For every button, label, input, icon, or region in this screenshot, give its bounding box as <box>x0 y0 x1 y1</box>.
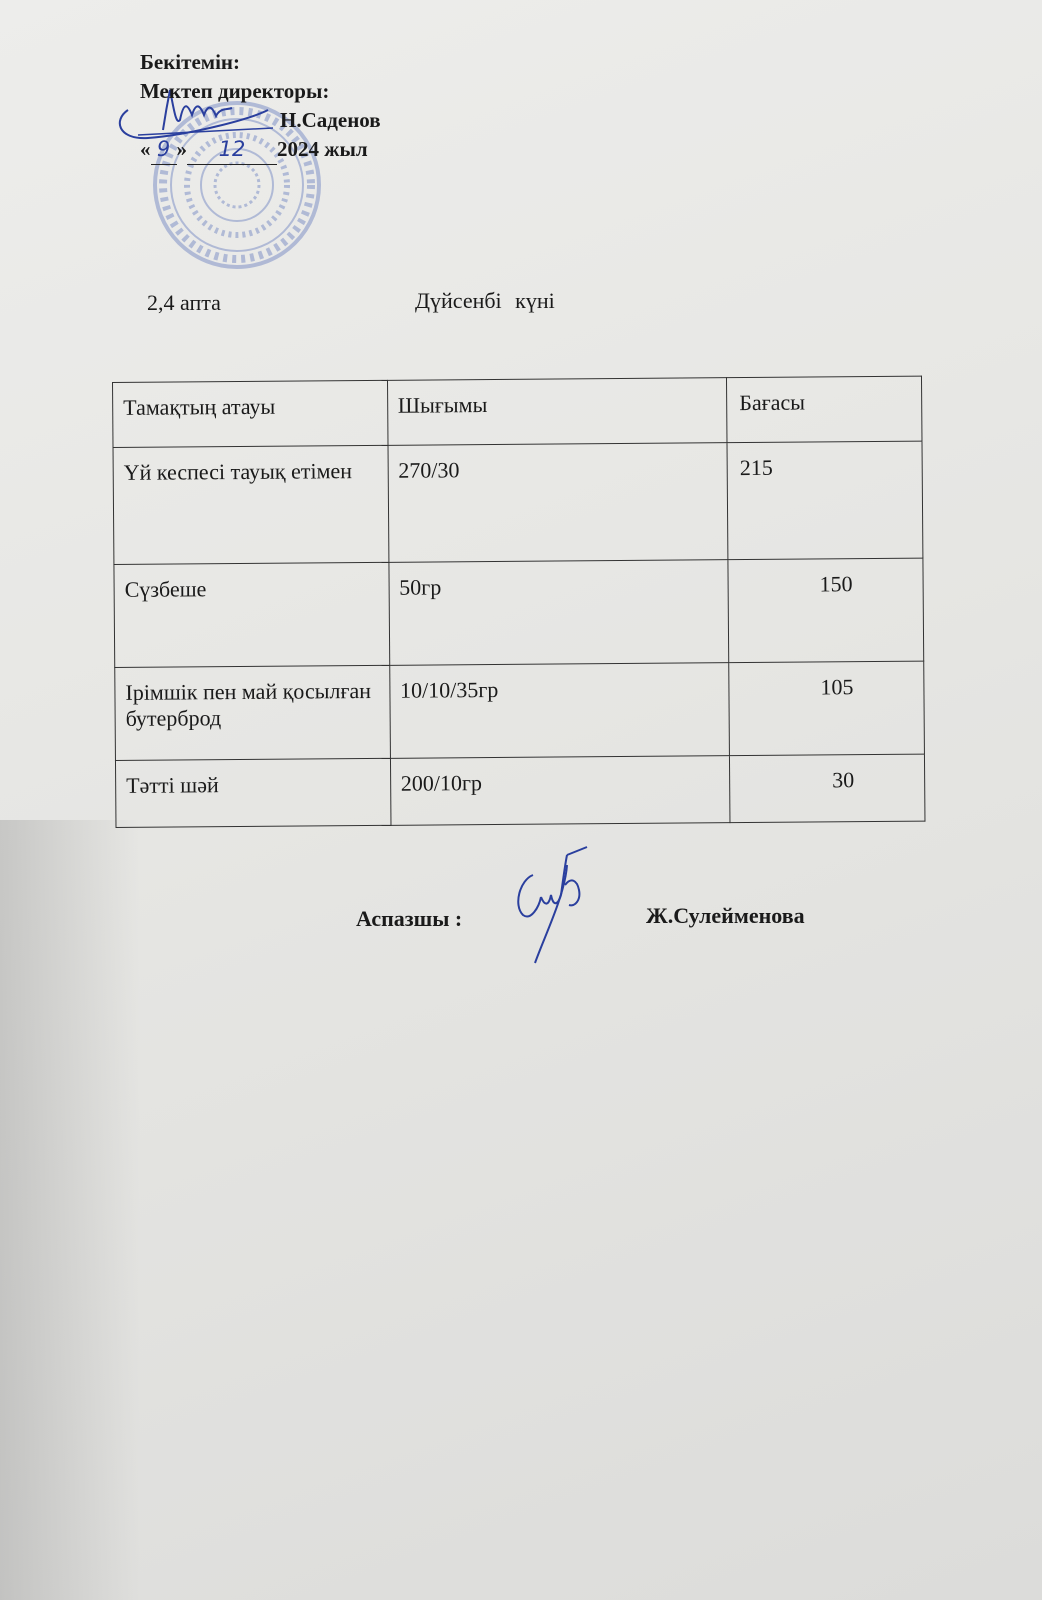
approval-position: Мектеп директоры: <box>140 79 330 103</box>
date-day: 9 <box>156 137 171 161</box>
dish-yield: 200/10гр <box>390 756 730 826</box>
dish-name: Сүзбеше <box>114 562 389 667</box>
table-row <box>115 661 925 760</box>
menu-table <box>112 376 925 828</box>
header-yield: Шығымы <box>387 378 727 446</box>
header-price: Бағасы <box>727 376 922 443</box>
cook-signature <box>505 845 605 965</box>
dish-yield: 50гр <box>389 560 729 666</box>
approval-block <box>140 48 381 165</box>
dish-name: Үй кеспесі тауық етімен <box>113 445 389 564</box>
page-shadow <box>0 820 140 1600</box>
table-row <box>114 558 924 667</box>
cook-label: Аспазшы : <box>356 906 463 931</box>
dish-price: 30 <box>730 754 925 823</box>
dish-price: 215 <box>727 441 923 560</box>
dish-name: Тәтті шәй <box>115 758 390 827</box>
header-dish-name: Тамақтың атауы <box>113 380 388 447</box>
date-month: 12 <box>218 137 246 161</box>
dish-yield: 10/10/35гр <box>389 663 729 759</box>
week-label: 2,4 апта <box>147 290 221 315</box>
date-year: 2024 жыл <box>277 137 368 161</box>
dish-price: 150 <box>728 558 924 663</box>
director-name: Н.Саденов <box>280 108 381 132</box>
table-row <box>113 441 923 564</box>
approval-title: Бекітемін: <box>140 50 241 74</box>
date-close-quote: » <box>176 137 187 161</box>
dish-yield: 270/30 <box>388 443 728 563</box>
table-header-row <box>113 376 922 447</box>
date-month-blank <box>187 135 277 165</box>
day-label: Дүйсенбі күні <box>415 288 555 313</box>
dish-name: Ірімшік пен май қосылған бутерброд <box>115 665 390 760</box>
dish-price: 105 <box>729 661 925 756</box>
cook-name: Ж.Сулейменова <box>646 903 805 928</box>
date-open-quote: « <box>140 137 151 161</box>
table-row <box>115 754 925 827</box>
date-day-blank <box>151 135 177 165</box>
approval-date <box>140 135 381 165</box>
